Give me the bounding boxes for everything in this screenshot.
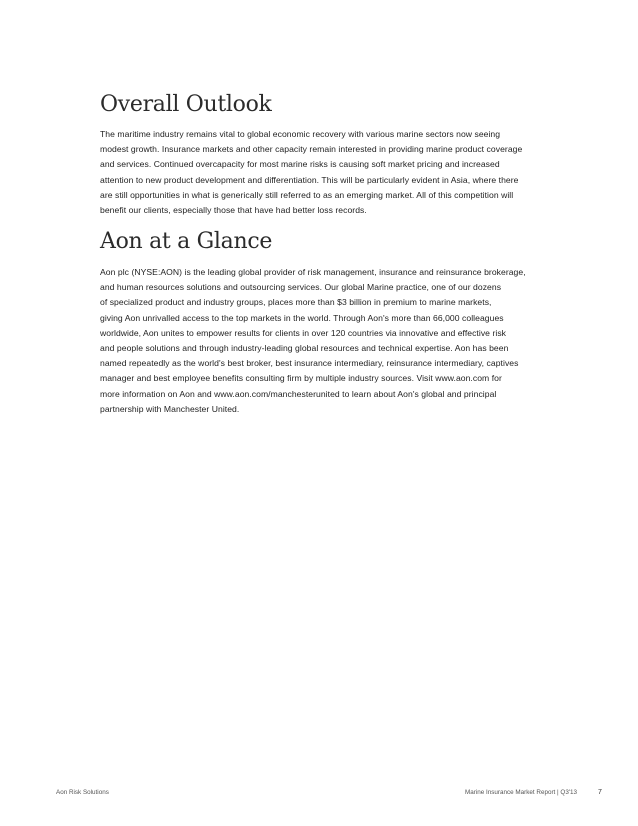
outlook-heading: Overall Outlook bbox=[100, 92, 272, 117]
glance-line: named repeatedly as the world's best broker, best insurance intermediary, reinsurance intermediary, captives bbox=[100, 358, 519, 369]
glance-heading: Aon at a Glance bbox=[100, 229, 273, 254]
outlook-line: benefit our clients, especially those that have had better loss records. bbox=[100, 205, 367, 216]
page-number: 7 bbox=[598, 789, 602, 796]
outlook-line: are still opportunities in what is generically still referred to as an emerging market. All of this competition will bbox=[100, 189, 514, 200]
glance-line: and people solutions and through industry-leading global resources and technical expertise. Aon has been bbox=[100, 343, 509, 354]
outlook-line: modest growth. Insurance markets and other capacity remain interested in providing marine product coverage bbox=[100, 144, 523, 155]
glance-line: manager and best employee benefits consulting firm by multiple industry sources. Visit www.aon.com for bbox=[100, 373, 502, 384]
outlook-line: The maritime industry remains vital to global economic recovery with various marine sectors now seeing bbox=[100, 129, 501, 139]
glance-line: worldwide, Aon unites to empower results for clients in over 120 countries via innovative and effective risk bbox=[100, 327, 507, 338]
glance-line: of specialized product and industry groups, places more than $3 billion in premium to marine markets, bbox=[100, 297, 492, 308]
outlook-line: and services. Continued overcapacity for most marine risks is causing soft market pricing and increased bbox=[100, 159, 500, 170]
outlook-line: attention to new product development and differentiation. This will be particularly evident in Asia, where there bbox=[100, 174, 519, 185]
glance-line: more information on Aon and www.aon.com/manchesterunited to learn about Aon's global and principal bbox=[100, 388, 497, 399]
glance-line: and human resources solutions and outsourcing services. Our global Marine practice, one of our dozens bbox=[100, 282, 502, 293]
glance-line: partnership with Manchester United. bbox=[100, 403, 240, 414]
glance-paragraph bbox=[100, 265, 545, 417]
outlook-paragraph bbox=[100, 127, 545, 218]
glance-line: Aon plc (NYSE:AON) is the leading global provider of risk management, insurance and reinsurance brokerage, bbox=[100, 267, 526, 277]
footer-report-title: Marine Insurance Market Report | Q3'13 bbox=[465, 789, 578, 796]
outlook-section bbox=[100, 92, 545, 218]
glance-line: giving Aon unrivalled access to the top markets in the world. Through Aon's more than 66,000 colleagues bbox=[100, 312, 504, 323]
footer-company: Aon Risk Solutions bbox=[56, 789, 109, 796]
glance-section bbox=[100, 229, 545, 417]
